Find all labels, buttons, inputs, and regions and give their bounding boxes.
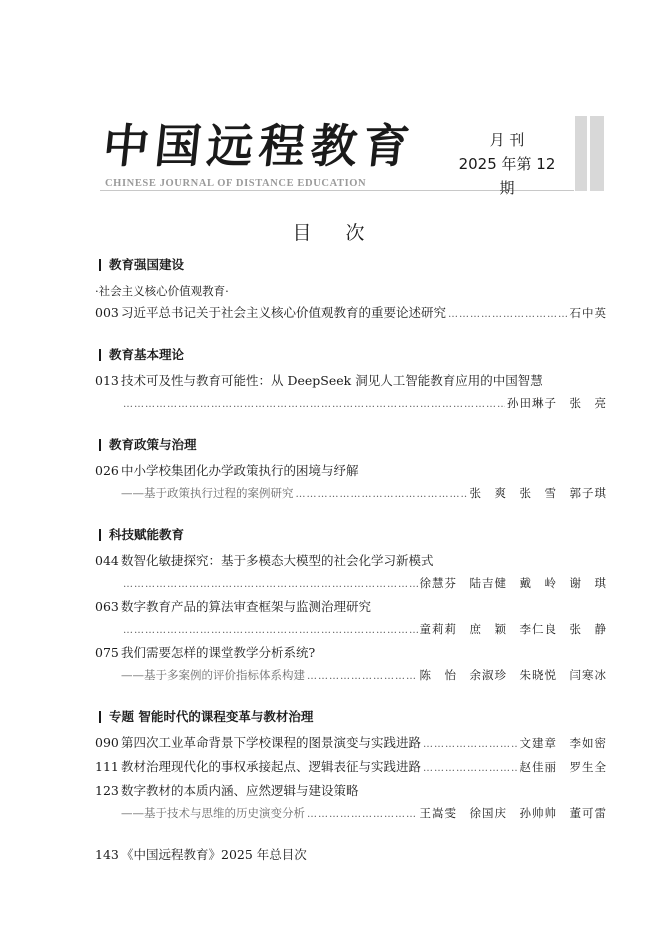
page-number: 111 [95,759,119,774]
toc-entry[interactable] [95,756,607,780]
toc-entry[interactable] [95,844,607,866]
article-title: 技术可及性与教育可能性：从 DeepSeek 洞见人工智能教育应用的中国智慧 [121,373,543,388]
section-heading: 教育基本理论 [95,346,607,364]
toc-entry-subtitle [95,664,607,688]
leader-dots [123,394,505,416]
frequency-label: 月 刊 [489,131,525,149]
page-number: 123 [95,783,119,798]
english-title: CHINESE JOURNAL OF DISTANCE EDUCATION [105,178,367,189]
section-heading: 教育强国建设 [95,256,607,274]
article-title: 数字教育产品的算法审查框架与监测治理研究 [121,599,372,614]
toc-entry-subtitle [95,802,607,826]
article-authors: 陈 怡 余淑珍 朱晓悦 闫寒冰 [419,668,607,682]
leader-dots [423,734,517,756]
section-marker [99,259,101,271]
page-number: 143 [95,847,119,862]
toc-entry[interactable] [95,370,607,392]
page-number: 075 [95,645,119,660]
article-authors: 孙田琳子 张 亮 [507,396,607,410]
leader-dots [123,574,418,596]
masthead [0,0,671,200]
table-of-contents [95,256,607,866]
leader-dots [307,666,418,688]
page-number: 044 [95,553,119,568]
section-marker [99,711,101,723]
decorative-bar [575,116,587,191]
decorative-bar [590,116,604,191]
page-number: 003 [95,305,119,320]
article-subtitle: ——基于技术与思维的历史演变分析 [121,806,305,820]
page-number: 026 [95,463,119,478]
issue-block [452,128,562,200]
section-heading: 专题 智能时代的课程变革与教材治理 [95,708,607,726]
article-authors: 石中英 [569,306,607,320]
article-authors: 王嵩雯 徐国庆 孙帅帅 董可雷 [419,806,607,820]
section-marker [99,439,101,451]
journal-logo: 中国远程教育 [100,119,418,173]
section-heading: 科技赋能教育 [95,526,607,544]
article-title: 第四次工业革命背景下学校课程的图景演变与实践进路 [121,735,422,750]
article-authors: 张 爽 张 雪 郭子琪 [469,486,607,500]
toc-entry-continuation [95,392,607,416]
toc-entry[interactable] [95,550,607,572]
section-marker [99,529,101,541]
page-number: 063 [95,599,119,614]
toc-entry-continuation [95,618,607,642]
article-authors: 赵佳丽 罗生全 [519,760,607,774]
page-number: 013 [95,373,119,388]
leader-dots [423,758,517,780]
page-number: 090 [95,735,119,750]
toc-entry-subtitle [95,482,607,506]
toc-entry[interactable] [95,596,607,618]
leader-dots [123,620,418,642]
article-title: 《中国远程教育》2025 年总目次 [121,847,307,862]
article-title: 中小学校集团化办学政策执行的困境与纾解 [121,463,359,478]
article-subtitle: ——基于政策执行过程的案例研究 [121,486,294,500]
toc-title: 目 次 [292,222,379,244]
leader-dots [448,304,567,326]
article-authors: 徐慧芬 陆吉健 戴 岭 谢 琪 [419,576,607,590]
article-title: 数字教材的本质内涵、应然逻辑与建设策略 [121,783,359,798]
article-title: 数智化敏捷探究：基于多模态大模型的社会化学习新模式 [121,553,434,568]
article-authors: 童莉莉 庶 颖 李仁良 张 静 [419,622,607,636]
toc-entry[interactable] [95,460,607,482]
article-title: 我们需要怎样的课堂教学分析系统? [121,645,316,660]
article-subtitle: ——基于多案例的评价指标体系构建 [121,668,305,682]
toc-entry[interactable] [95,780,607,802]
article-authors: 文建章 李如密 [519,736,607,750]
issue-label: 2025 年第 12 期 [458,155,556,197]
toc-entry[interactable] [95,732,607,756]
section-marker [99,349,101,361]
toc-entry[interactable] [95,642,607,664]
section-note: ·社会主义核心价值观教育· [95,284,229,298]
leader-dots [296,484,468,506]
article-title: 习近平总书记关于社会主义核心价值观教育的重要论述研究 [121,305,447,320]
toc-entry[interactable] [95,302,607,326]
section-heading: 教育政策与治理 [95,436,607,454]
toc-entry-continuation [95,572,607,596]
leader-dots [307,804,418,826]
article-title: 教材治理现代化的事权承接起点、逻辑表征与实践进路 [121,759,422,774]
